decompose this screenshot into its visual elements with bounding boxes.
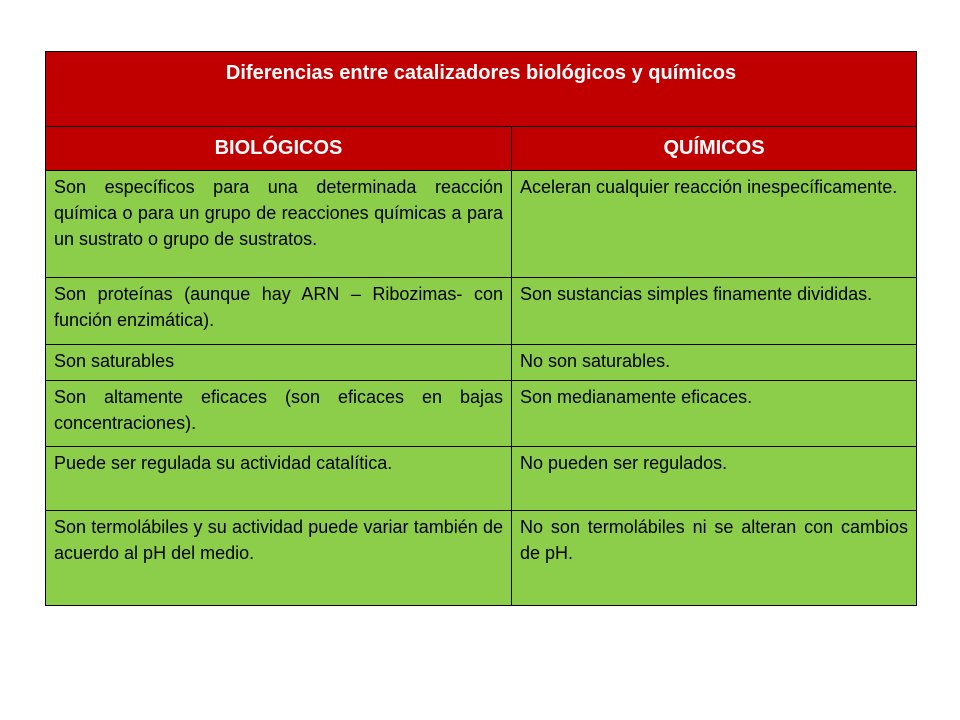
comparison-table	[45, 51, 917, 606]
table-row	[46, 345, 917, 381]
column-header-biologicos: BIOLÓGICOS	[46, 127, 512, 171]
table-cell: Son proteínas (aunque hay ARN – Ribozimas- con función enzimática).	[46, 278, 512, 345]
table-row	[46, 171, 917, 278]
table-cell: No son saturables.	[512, 345, 917, 381]
table-row	[46, 278, 917, 345]
table-cell: Son medianamente eficaces.	[512, 381, 917, 447]
table-cell: No pueden ser regulados.	[512, 447, 917, 511]
header-row	[46, 127, 917, 171]
title-row	[46, 52, 917, 127]
table-row	[46, 447, 917, 511]
table-cell: Son específicos para una determinada reacción química o para un grupo de reacciones químicas a para un sustrato o grupo de sustratos.	[46, 171, 512, 278]
table-cell: No son termolábiles ni se alteran con cambios de pH.	[512, 511, 917, 606]
table-row	[46, 381, 917, 447]
table-title: Diferencias entre catalizadores biológicos y químicos	[46, 52, 917, 127]
table-cell: Son altamente eficaces (son eficaces en bajas concentraciones).	[46, 381, 512, 447]
table-row	[46, 511, 917, 606]
table-cell: Son termolábiles y su actividad puede variar también de acuerdo al pH del medio.	[46, 511, 512, 606]
table-cell: Son sustancias simples finamente divididas.	[512, 278, 917, 345]
table-cell: Puede ser regulada su actividad catalítica.	[46, 447, 512, 511]
column-header-quimicos: QUÍMICOS	[512, 127, 917, 171]
table-cell: Aceleran cualquier reacción inespecíficamente.	[512, 171, 917, 278]
table-cell: Son saturables	[46, 345, 512, 381]
